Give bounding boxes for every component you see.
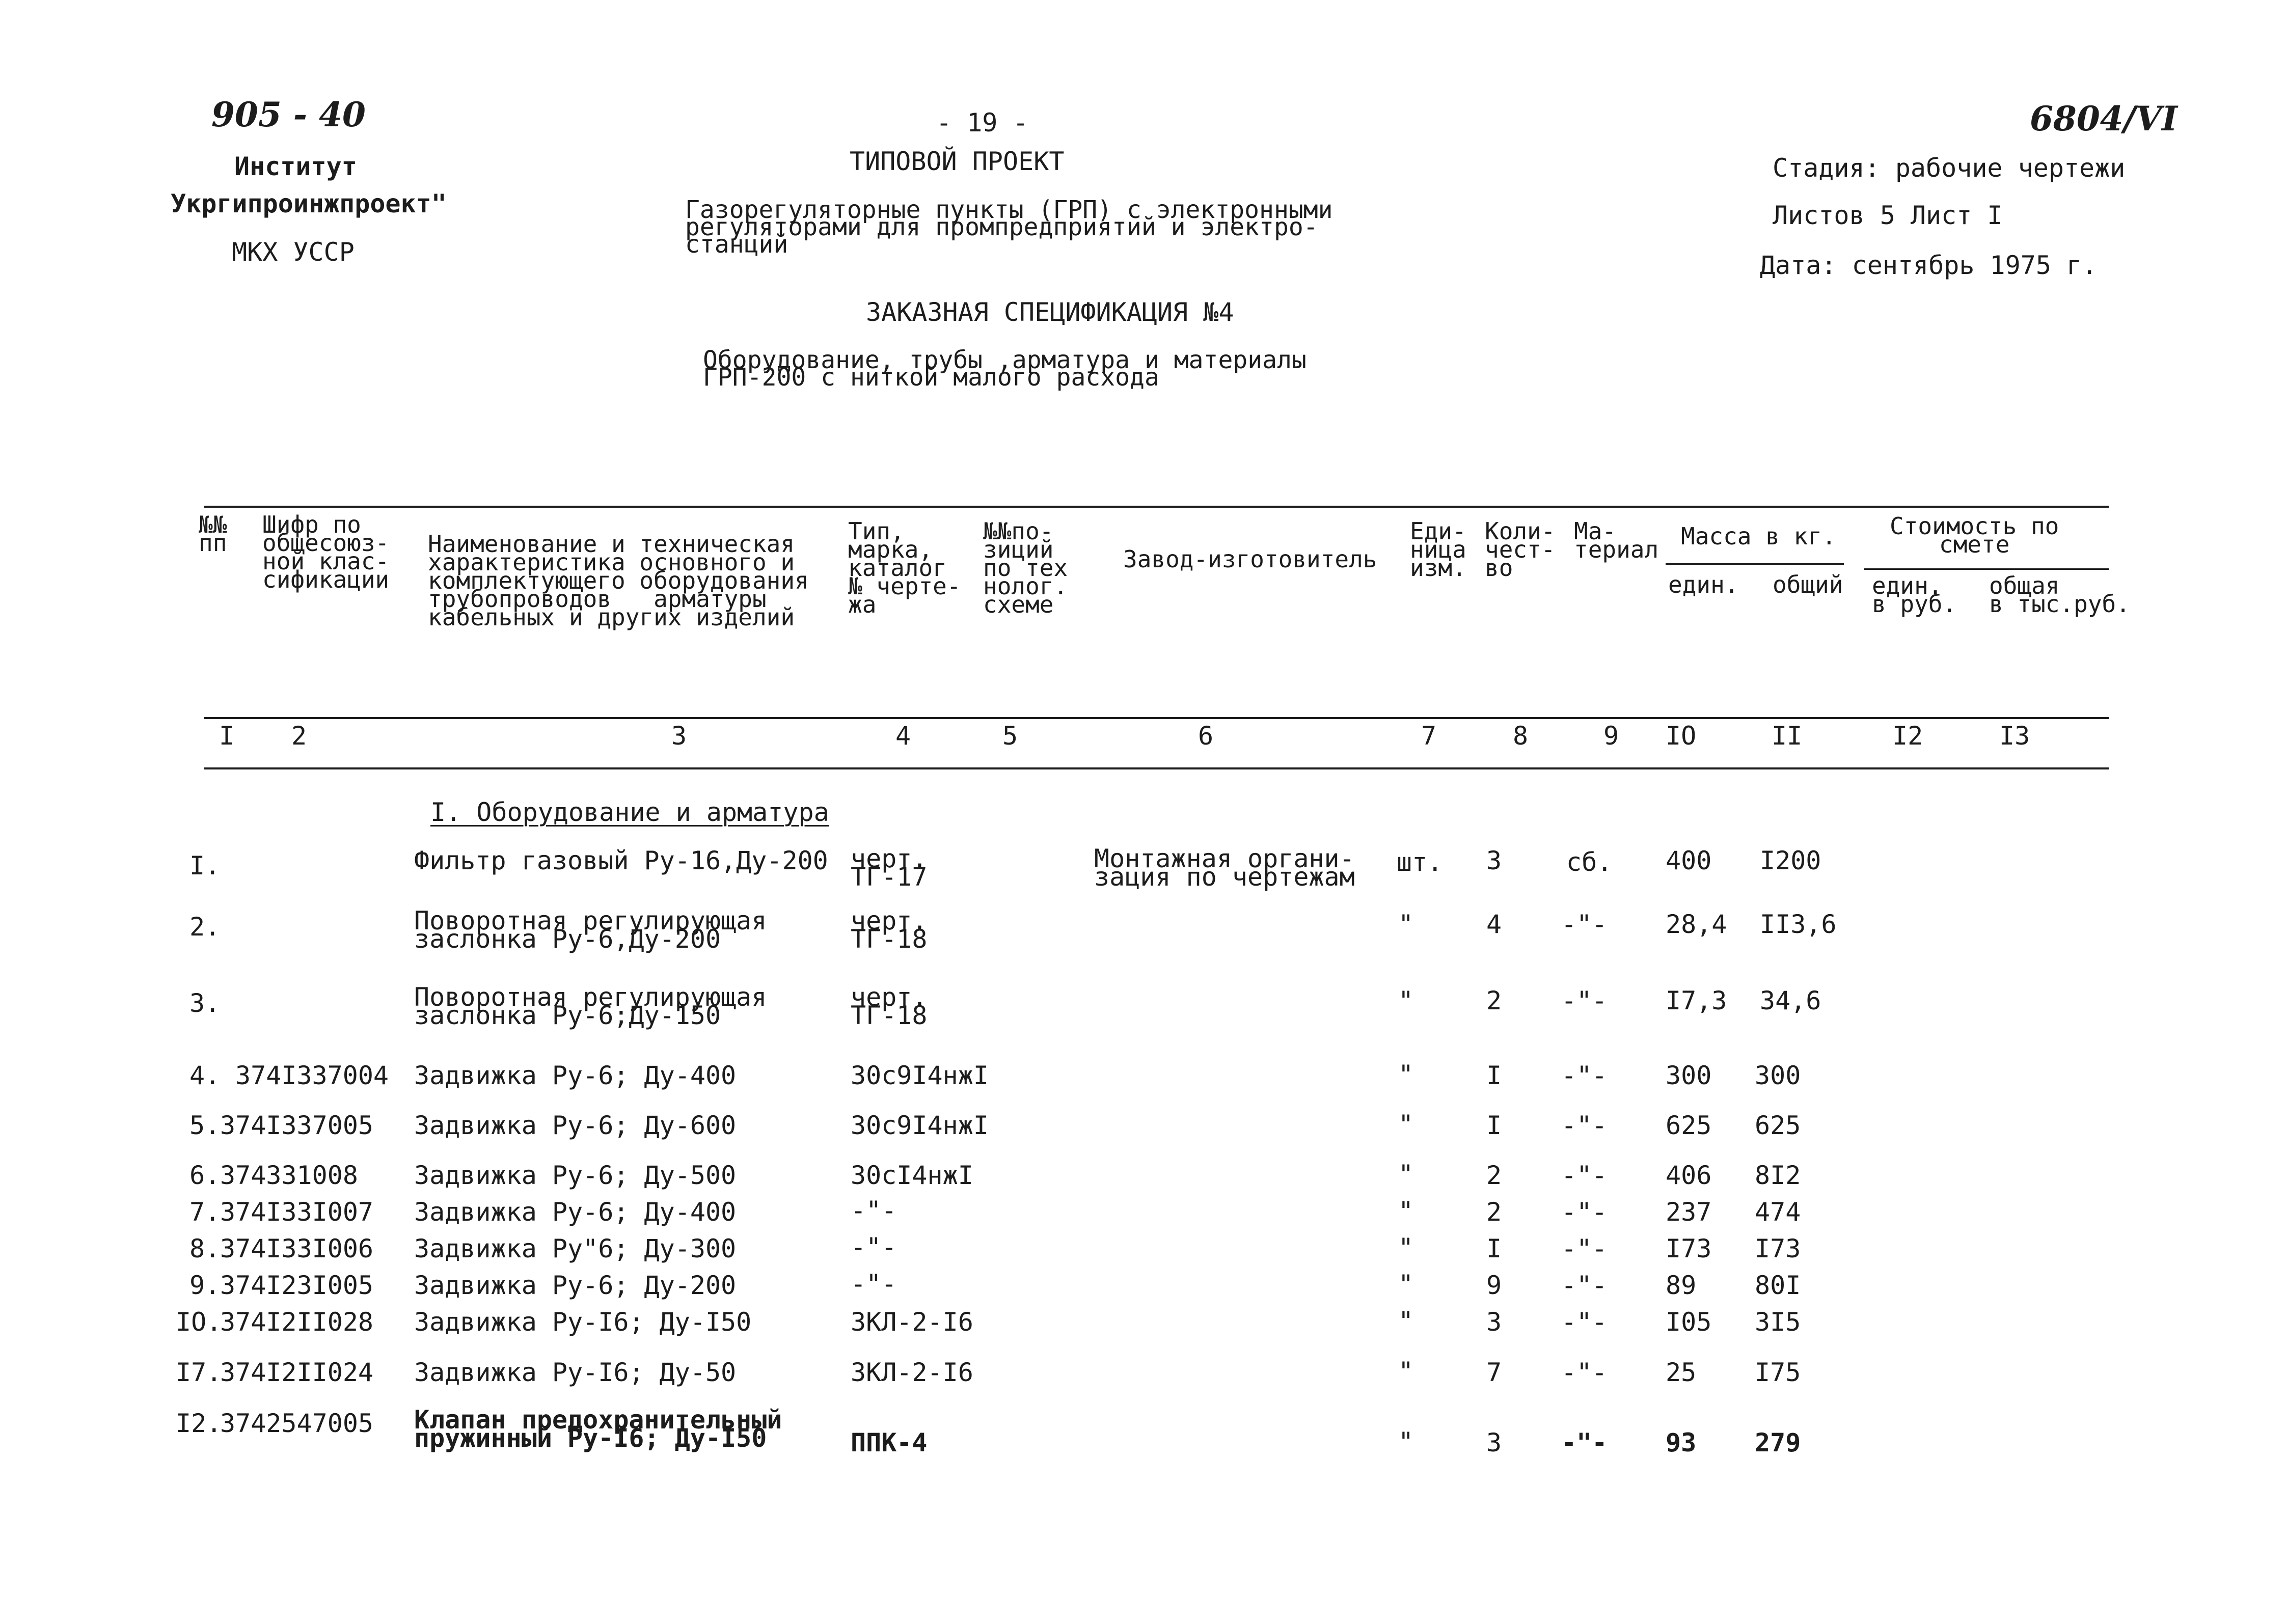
specification-title: ЗАКАЗНАЯ СПЕЦИФИКАЦИЯ №4: [866, 297, 1234, 327]
item-unit: ": [1398, 1196, 1414, 1226]
item-mass-unit: I05: [1666, 1307, 1712, 1337]
row-number: 9.: [189, 1271, 221, 1300]
row-number: 8.: [189, 1234, 221, 1263]
document-code: 905 - 40: [211, 95, 366, 134]
project-type: ТИПОВОЙ ПРОЕКТ: [850, 147, 1065, 176]
header-col12: един. в руб.: [1872, 572, 1957, 618]
item-mass-total: 34,6: [1760, 986, 1821, 1015]
header-col3: Наименование и техническая характеристика основного и комплектующего оборудования трубопроводов арматуры кабельных и других изделий: [428, 530, 809, 631]
item-material: -"-: [1561, 1307, 1608, 1337]
specification-subtitle: Оборудование, трубы ,арматура и материалы ГРП-200 с ниткой малого расхода: [703, 346, 1307, 392]
item-unit: шт.: [1397, 847, 1443, 877]
item-quantity: I: [1486, 1234, 1502, 1263]
column-number: IO: [1666, 721, 1697, 751]
item-name: Клапан предохранительный пружинный Ру-I6; Ду-I50: [414, 1405, 782, 1453]
item-manufacturer: Монтажная органи- зация по чертежам: [1094, 844, 1355, 892]
header-col4: Тип, марка, каталог № черте- жа: [848, 517, 961, 618]
item-name: Задвижка Ру-I6; Ду-50: [414, 1358, 737, 1387]
row-number: I7.: [176, 1358, 222, 1387]
item-unit: ": [1398, 1270, 1414, 1299]
inventory-number: 6804/VI: [2030, 99, 2178, 139]
item-quantity: 7: [1486, 1358, 1502, 1387]
item-material: -"-: [1561, 910, 1608, 939]
item-type: 30с9I4нжI: [851, 1061, 989, 1090]
item-quantity: 9: [1486, 1271, 1502, 1300]
item-material: -"-: [1561, 1197, 1608, 1227]
item-name: Задвижка Ру-6; Ду-400: [414, 1197, 737, 1227]
item-code: 374I33I007: [220, 1197, 374, 1227]
header-col11: общий: [1773, 571, 1843, 598]
header-col7: Еди- ница изм.: [1410, 517, 1466, 582]
column-number: 7: [1421, 721, 1437, 751]
item-code: 374I337005: [220, 1111, 374, 1140]
row-number: I.: [189, 851, 221, 880]
column-number: II: [1772, 721, 1803, 751]
item-type: 30сI4нжI: [851, 1161, 973, 1190]
item-type: -"-: [851, 1269, 897, 1299]
item-type: черт. ТГ-18: [851, 982, 928, 1030]
item-name: Задвижка Ру-6; Ду-600: [414, 1111, 737, 1140]
item-name: Фильтр газовый Ру-16,Ду-200: [414, 846, 828, 875]
item-quantity: I: [1486, 1061, 1502, 1090]
item-name: Задвижка Ру-I6; Ду-I50: [414, 1307, 752, 1337]
item-code: 374331008: [220, 1161, 358, 1190]
column-number: 2: [291, 721, 307, 751]
column-number: 4: [895, 721, 911, 751]
item-quantity: 3: [1486, 846, 1502, 875]
item-code: 374I2II028: [220, 1307, 374, 1337]
item-type: ЗКЛ-2-I6: [851, 1358, 973, 1387]
item-code: 374I23I005: [220, 1271, 374, 1300]
row-number: 3.: [189, 988, 221, 1018]
item-name: Поворотная регулирующая заслонка Ру-6,Ду-200: [414, 906, 767, 954]
item-material: -"-: [1561, 1234, 1608, 1263]
row-number: IO.: [176, 1307, 222, 1337]
item-type: 30с9I4нжI: [851, 1111, 989, 1140]
item-material: -"-: [1561, 1428, 1608, 1457]
item-mass-unit: 406: [1666, 1161, 1712, 1190]
row-number: 4.: [189, 1061, 221, 1090]
date-label: Дата: сентябрь 1975 г.: [1760, 251, 2098, 280]
header-col9: Ма- териал: [1574, 517, 1659, 563]
item-unit: ": [1398, 1427, 1414, 1456]
column-number: 3: [671, 721, 687, 751]
item-material: -"-: [1561, 1061, 1608, 1090]
row-number: 6.: [189, 1161, 221, 1190]
item-mass-total: I75: [1755, 1358, 1801, 1387]
item-mass-total: 625: [1755, 1111, 1801, 1140]
item-unit: ": [1398, 986, 1414, 1015]
item-unit: ": [1398, 1060, 1414, 1089]
item-mass-total: 3I5: [1755, 1307, 1801, 1337]
header-top-rule: [204, 506, 2109, 508]
item-mass-unit: 400: [1666, 846, 1712, 875]
row-number: 2.: [189, 912, 221, 942]
item-quantity: 2: [1486, 986, 1502, 1015]
column-number: 8: [1513, 721, 1529, 751]
item-name: Задвижка Ру-6; Ду-400: [414, 1061, 737, 1090]
item-name: Поворотная регулирующая заслонка Ру-6;Ду-150: [414, 982, 767, 1030]
item-material: -"-: [1561, 1111, 1608, 1140]
item-mass-unit: 237: [1666, 1197, 1712, 1227]
item-code: 374I337004: [235, 1061, 389, 1090]
column-number: 6: [1198, 721, 1214, 751]
header-bottom-rule: [204, 717, 2109, 719]
item-name: Задвижка Ру"6; Ду-300: [414, 1234, 737, 1263]
sheets-label: Листов 5 Лист I: [1773, 201, 2003, 230]
item-type: -"-: [851, 1196, 897, 1225]
item-mass-unit: 89: [1666, 1271, 1697, 1300]
item-material: сб.: [1566, 847, 1613, 877]
stage-label: Стадия: рабочие чертежи: [1773, 153, 2126, 183]
item-mass-unit: 93: [1666, 1428, 1697, 1457]
item-code: 374I2II024: [220, 1358, 374, 1387]
column-number: 9: [1603, 721, 1619, 751]
project-title: Газорегуляторные пункты (ГРП) с электронными регуляторами для промпредприятий и электро- станций: [685, 196, 1333, 259]
column-number: 5: [1002, 721, 1018, 751]
item-quantity: 2: [1486, 1161, 1502, 1190]
item-mass-total: II3,6: [1760, 910, 1837, 939]
item-material: -"-: [1561, 1161, 1608, 1190]
item-mass-unit: 300: [1666, 1061, 1712, 1090]
item-name: Задвижка Ру-6; Ду-500: [414, 1161, 737, 1190]
item-quantity: 3: [1486, 1307, 1502, 1337]
item-quantity: 2: [1486, 1197, 1502, 1227]
column-number: I2: [1892, 721, 1923, 751]
page-number: - 19 -: [936, 108, 1028, 137]
item-material: -"-: [1561, 1358, 1608, 1387]
item-unit: ": [1398, 1160, 1414, 1189]
organization-name: Укргипроинжпроект": [171, 189, 447, 218]
item-mass-unit: 28,4: [1666, 910, 1727, 939]
item-quantity: 4: [1486, 910, 1502, 939]
item-mass-total: 300: [1755, 1061, 1801, 1090]
column-number: I: [219, 721, 235, 751]
item-type: ЗКЛ-2-I6: [851, 1307, 973, 1337]
column-number: I3: [1999, 721, 2030, 751]
header-col2: Шифр по общесоюз- ной клас- сификации: [262, 511, 390, 593]
item-quantity: I: [1486, 1111, 1502, 1140]
item-type: -"-: [851, 1232, 897, 1262]
item-mass-unit: I7,3: [1666, 986, 1727, 1015]
header-col1: №№ пп: [199, 511, 227, 557]
item-mass-total: 279: [1755, 1428, 1801, 1457]
header-col13: общая в тыс.руб.: [1989, 572, 2130, 618]
item-material: -"-: [1561, 986, 1608, 1015]
item-mass-total: I73: [1755, 1234, 1801, 1263]
ministry-name: МКХ УССР: [232, 237, 355, 267]
item-type: черт. ТГ-17: [851, 844, 928, 892]
header-cost: Стоимость по смете: [1890, 512, 2059, 558]
item-mass-total: 80I: [1755, 1271, 1801, 1300]
item-mass-total: I200: [1760, 846, 1821, 875]
item-unit: ": [1398, 1306, 1414, 1336]
item-code: 374I33I006: [220, 1234, 374, 1263]
item-mass-total: 474: [1755, 1197, 1801, 1227]
item-type: ППК-4: [851, 1428, 928, 1457]
item-unit: ": [1398, 1110, 1414, 1139]
item-mass-unit: I73: [1666, 1234, 1712, 1263]
item-unit: ": [1398, 910, 1414, 939]
header-col8: Коли- чест- во: [1485, 517, 1556, 582]
header-mass: Масса в кг.: [1681, 522, 1836, 550]
column-numbers-rule: [204, 767, 2109, 769]
mass-subheader-rule: [1666, 563, 1844, 565]
item-material: -"-: [1561, 1271, 1608, 1300]
row-number: 7.: [189, 1197, 221, 1227]
item-name: Задвижка Ру-6; Ду-200: [414, 1271, 737, 1300]
header-col5: №№по- зиций по тех нолог. схеме: [983, 517, 1068, 618]
institute-label: Институт: [234, 152, 357, 181]
cost-subheader-rule: [1864, 568, 2109, 570]
item-unit: ": [1398, 1357, 1414, 1386]
item-mass-unit: 625: [1666, 1111, 1712, 1140]
item-unit: ": [1398, 1233, 1414, 1262]
item-mass-unit: 25: [1666, 1358, 1697, 1387]
row-number: I2.: [176, 1409, 222, 1438]
row-number: 5.: [189, 1111, 221, 1140]
item-mass-total: 8I2: [1755, 1161, 1801, 1190]
header-col10: един.: [1668, 571, 1739, 598]
section-title: I. Оборудование и арматура: [430, 797, 829, 827]
item-code: 3742547005: [220, 1409, 374, 1438]
header-col6: Завод-изготовитель: [1123, 545, 1377, 573]
item-quantity: 3: [1486, 1428, 1502, 1457]
item-type: черт. ТГ-18: [851, 906, 928, 954]
